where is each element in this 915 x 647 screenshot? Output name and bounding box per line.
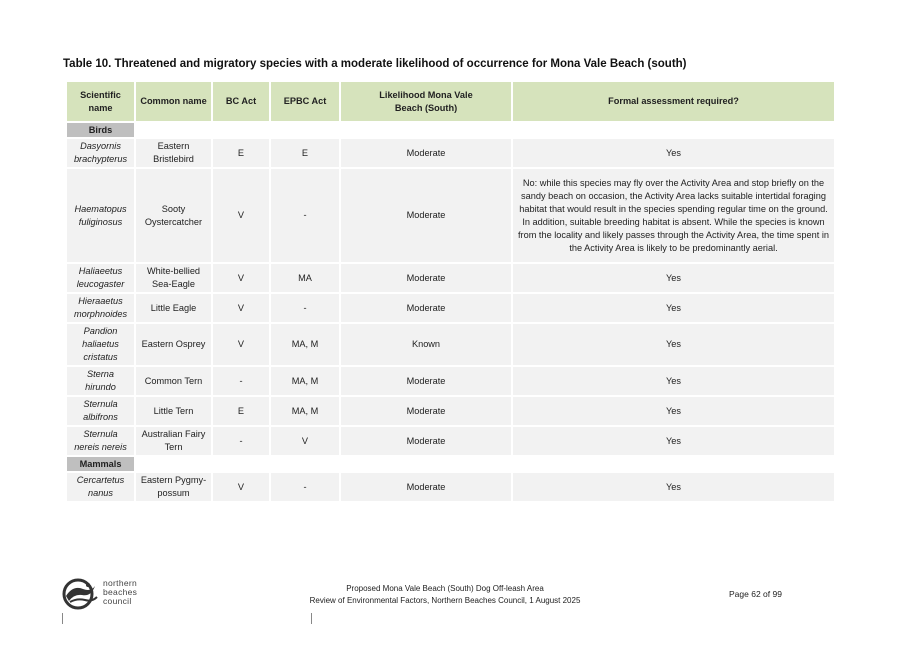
- bc-act-cell: -: [213, 427, 269, 455]
- common-name-cell: Little Tern: [136, 397, 211, 425]
- epbc-act-cell: V: [271, 427, 339, 455]
- group-row-birds: [67, 123, 834, 137]
- bc-act-cell: E: [213, 397, 269, 425]
- assessment-cell: Yes: [513, 294, 834, 322]
- scientific-name-cell: Hieraaetus morphnoides: [67, 294, 134, 322]
- scientific-name-cell: Haematopus fuliginosus: [67, 169, 134, 262]
- epbc-act-cell: -: [271, 169, 339, 262]
- table-row: [67, 427, 834, 455]
- header-epbc-act: EPBC Act: [271, 82, 339, 121]
- group-label: Birds: [67, 123, 134, 137]
- table-row: [67, 397, 834, 425]
- bc-act-cell: V: [213, 294, 269, 322]
- table-row: [67, 169, 834, 262]
- common-name-cell: Eastern Pygmy-possum: [136, 473, 211, 501]
- scientific-name-cell: Sternula albifrons: [67, 397, 134, 425]
- epbc-act-cell: MA, M: [271, 397, 339, 425]
- table-row: [67, 264, 834, 292]
- common-name-cell: Common Tern: [136, 367, 211, 395]
- bc-act-cell: -: [213, 367, 269, 395]
- scientific-name-cell: Sterna hirundo: [67, 367, 134, 395]
- header-common-name: Common name: [136, 82, 211, 121]
- assessment-cell: No: while this species may fly over the Activity Area and stop briefly on the sandy beach on occasion, the Activity Area lacks suitable intertidal foraging habitat that would result in the species spending regular time on the ground. In addition, suitable breeding habitat is absent. While the species is known from the locality and likely passes through the Activity Area, the time spent in the Activity Area is likely to be predominantly aerial.: [513, 169, 834, 262]
- bc-act-cell: V: [213, 264, 269, 292]
- scientific-name-cell: Sternula nereis nereis: [67, 427, 134, 455]
- likelihood-cell: Moderate: [341, 139, 511, 167]
- common-name-cell: Little Eagle: [136, 294, 211, 322]
- common-name-cell: Sooty Oystercatcher: [136, 169, 211, 262]
- header-likelihood: Likelihood Mona Vale Beach (South): [341, 82, 511, 121]
- page-number: Page 62 of 99: [729, 589, 782, 599]
- group-row-mammals: [67, 457, 834, 471]
- council-logo-icon: [61, 577, 101, 611]
- scientific-name-cell: Pandion haliaetus cristatus: [67, 324, 134, 365]
- footer-divider: [62, 613, 63, 624]
- scientific-name-cell: Haliaeetus leucogaster: [67, 264, 134, 292]
- epbc-act-cell: MA, M: [271, 367, 339, 395]
- bc-act-cell: V: [213, 324, 269, 365]
- common-name-cell: Eastern Bristlebird: [136, 139, 211, 167]
- logo-text-line: northern: [103, 578, 138, 588]
- epbc-act-cell: MA: [271, 264, 339, 292]
- table-row: [67, 294, 834, 322]
- bc-act-cell: V: [213, 473, 269, 501]
- epbc-act-cell: MA, M: [271, 324, 339, 365]
- common-name-cell: White-bellied Sea-Eagle: [136, 264, 211, 292]
- council-logo-text: [103, 579, 137, 606]
- table-header-row: [67, 82, 834, 121]
- likelihood-cell: Moderate: [341, 264, 511, 292]
- table-row: [67, 367, 834, 395]
- header-assessment: Formal assessment required?: [513, 82, 834, 121]
- species-table: [65, 80, 836, 503]
- assessment-cell: Yes: [513, 427, 834, 455]
- group-label: Mammals: [67, 457, 134, 471]
- assessment-cell: Yes: [513, 264, 834, 292]
- bc-act-cell: E: [213, 139, 269, 167]
- logo-text-line: beaches: [103, 587, 138, 597]
- table-row: [67, 324, 834, 365]
- likelihood-cell: Moderate: [341, 294, 511, 322]
- group-spacer: [136, 457, 834, 471]
- header-scientific-name: Scientific name: [67, 82, 134, 121]
- likelihood-cell: Known: [341, 324, 511, 365]
- likelihood-cell: Moderate: [341, 397, 511, 425]
- header-bc-act: BC Act: [213, 82, 269, 121]
- scientific-name-cell: Cercartetus nanus: [67, 473, 134, 501]
- common-name-cell: Eastern Osprey: [136, 324, 211, 365]
- likelihood-cell: Moderate: [341, 427, 511, 455]
- bc-act-cell: V: [213, 169, 269, 262]
- table-row: [67, 139, 834, 167]
- assessment-cell: Yes: [513, 397, 834, 425]
- likelihood-cell: Moderate: [341, 169, 511, 262]
- footer-divider: [311, 613, 312, 624]
- footer-line: Proposed Mona Vale Beach (South) Dog Off-leash Area: [346, 584, 544, 593]
- scientific-name-cell: Dasyornis brachypterus: [67, 139, 134, 167]
- epbc-act-cell: -: [271, 473, 339, 501]
- assessment-cell: Yes: [513, 367, 834, 395]
- assessment-cell: Yes: [513, 139, 834, 167]
- assessment-cell: Yes: [513, 324, 834, 365]
- group-spacer: [136, 123, 834, 137]
- footer-line: Review of Environmental Factors, Northern Beaches Council, 1 August 2025: [309, 596, 581, 605]
- table-row: [67, 473, 834, 501]
- footer-document-title: [305, 583, 585, 607]
- logo-text-line: council: [103, 596, 132, 606]
- likelihood-cell: Moderate: [341, 367, 511, 395]
- assessment-cell: Yes: [513, 473, 834, 501]
- table-caption: Table 10. Threatened and migratory species with a moderate likelihood of occurrence for Mona Vale Beach (south): [63, 58, 687, 70]
- epbc-act-cell: -: [271, 294, 339, 322]
- likelihood-cell: Moderate: [341, 473, 511, 501]
- common-name-cell: Australian Fairy Tern: [136, 427, 211, 455]
- epbc-act-cell: E: [271, 139, 339, 167]
